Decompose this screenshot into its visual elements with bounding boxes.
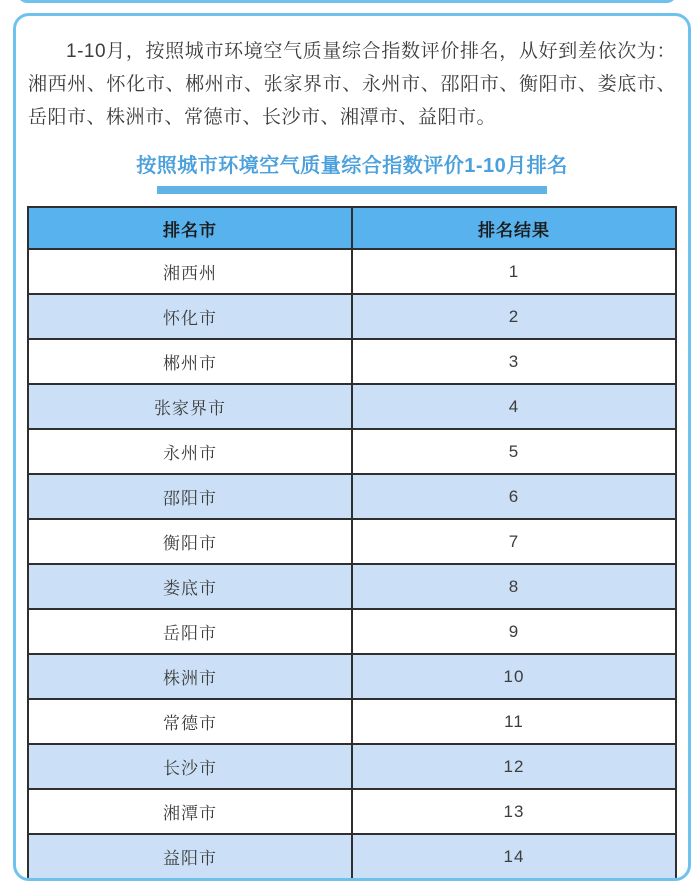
rank-cell: 10 bbox=[352, 654, 676, 699]
city-cell: 邵阳市 bbox=[28, 474, 352, 519]
city-cell: 怀化市 bbox=[28, 294, 352, 339]
rank-cell: 4 bbox=[352, 384, 676, 429]
rank-cell: 8 bbox=[352, 564, 676, 609]
rank-cell: 12 bbox=[352, 744, 676, 789]
city-cell: 衡阳市 bbox=[28, 519, 352, 564]
city-cell: 永州市 bbox=[28, 429, 352, 474]
city-cell: 娄底市 bbox=[28, 564, 352, 609]
table-row bbox=[28, 384, 676, 429]
content-card bbox=[13, 13, 691, 881]
table-row bbox=[28, 339, 676, 384]
rank-cell: 14 bbox=[352, 834, 676, 879]
table-row bbox=[28, 609, 676, 654]
table-row bbox=[28, 699, 676, 744]
col-header-city: 排名市 bbox=[28, 207, 352, 249]
city-cell: 张家界市 bbox=[28, 384, 352, 429]
rank-cell: 5 bbox=[352, 429, 676, 474]
rank-cell: 13 bbox=[352, 789, 676, 834]
city-cell: 益阳市 bbox=[28, 834, 352, 879]
table-row bbox=[28, 519, 676, 564]
table-row bbox=[28, 294, 676, 339]
rank-cell: 11 bbox=[352, 699, 676, 744]
rank-cell: 3 bbox=[352, 339, 676, 384]
table-row bbox=[28, 744, 676, 789]
rank-cell: 2 bbox=[352, 294, 676, 339]
table-row bbox=[28, 249, 676, 294]
table-row bbox=[28, 474, 676, 519]
city-cell: 岳阳市 bbox=[28, 609, 352, 654]
city-cell: 湘潭市 bbox=[28, 789, 352, 834]
table-title: 按照城市环境空气质量综合指数评价1-10月排名 bbox=[136, 155, 568, 177]
rank-cell: 6 bbox=[352, 474, 676, 519]
summary-paragraph: 1-10月，按照城市环境空气质量综合指数评价排名，从好到差依次为：湘西州、怀化市、郴州市、张家界市、永州市、邵阳市、衡阳市、娄底市、岳阳市、株洲市、常德市、长沙市、湘潭市、益阳市。 bbox=[28, 41, 676, 128]
rank-cell: 1 bbox=[352, 249, 676, 294]
city-cell: 长沙市 bbox=[28, 744, 352, 789]
rank-cell: 7 bbox=[352, 519, 676, 564]
title-underline bbox=[157, 186, 547, 194]
city-cell: 株洲市 bbox=[28, 654, 352, 699]
table-row bbox=[28, 429, 676, 474]
table-row bbox=[28, 654, 676, 699]
table-row bbox=[28, 834, 676, 879]
previous-card-bottom-edge bbox=[17, 0, 677, 3]
city-cell: 湘西州 bbox=[28, 249, 352, 294]
table-head bbox=[28, 207, 676, 249]
col-header-result: 排名结果 bbox=[352, 207, 676, 249]
table-body bbox=[28, 249, 676, 879]
table-row bbox=[28, 789, 676, 834]
ranking-table bbox=[27, 206, 677, 880]
city-cell: 郴州市 bbox=[28, 339, 352, 384]
table-header-row bbox=[28, 207, 676, 249]
table-row bbox=[28, 564, 676, 609]
rank-cell: 9 bbox=[352, 609, 676, 654]
city-cell: 常德市 bbox=[28, 699, 352, 744]
